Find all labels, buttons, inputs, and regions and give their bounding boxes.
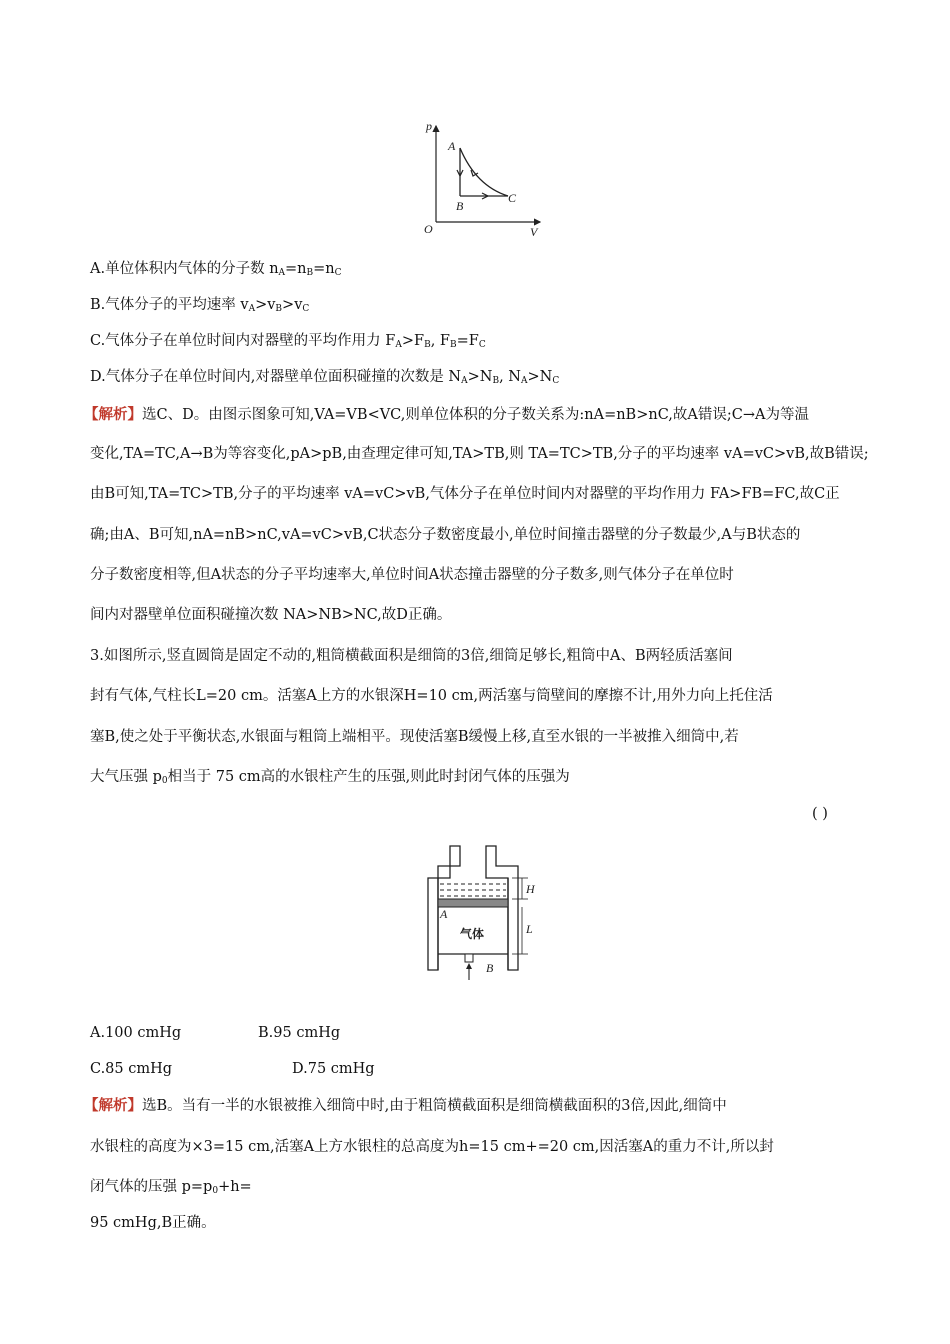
origin-label: O xyxy=(424,222,433,236)
q2-option-b: B.气体分子的平均速率 $v_A>v_B>v_C$ xyxy=(90,297,310,314)
q3-option-a: A.100 cmHg xyxy=(90,1025,182,1041)
pv-diagram xyxy=(418,118,548,240)
push-arrow-head xyxy=(466,963,472,969)
q3-analysis-line-1: 【解析】选B。当有一半的水银被推入细筒中时,由于粗筒横截面积是细筒横截面积的3倍,因此,细筒中 xyxy=(84,1098,727,1114)
q3-line-2: 封有气体,气柱长L=20 cm。活塞A上方的水银深H=10 cm,两活塞与筒壁间的摩擦不计,用外力向上托住活 xyxy=(90,688,773,704)
label-h: H xyxy=(526,882,535,896)
q3-line-3: 塞B,使之处于平衡状态,水银面与粗筒上端相平。现使活塞B缓慢上移,直至水银的一半被推入细筒中,若 xyxy=(90,729,739,745)
outer-wall-right xyxy=(486,846,518,970)
piston-b-rod xyxy=(465,954,473,962)
q3-analysis-line-2: 水银柱的高度为×3=15 cm,活塞A上方水银柱的总高度为h=15 cm+=20 cm,因活塞A的重力不计,所以封 xyxy=(90,1139,774,1155)
q2-option-a: A.单位体积内气体的分子数 $n_A=n_B=n_C$ xyxy=(90,261,342,278)
q3-analysis-line-3: 闭气体的压强 $p=p_0+h=$ xyxy=(90,1179,252,1196)
q3-option-b: B.95 cmHg xyxy=(258,1025,341,1041)
q3-option-c: C.85 cmHg xyxy=(90,1061,173,1077)
q3-option-d: D.75 cmHg xyxy=(292,1061,375,1077)
answer-bracket: ( ) xyxy=(812,806,828,822)
q3-analysis-line-4: 95 cmHg,B正确。 xyxy=(90,1215,216,1231)
q2-analysis-line-1: 【解析】选C、D。由图示图象可知,VA=VB<VC,则单位体积的分子数关系为:nA=nB>nC,故A错误;C→A为等温 xyxy=(84,407,809,423)
q2-analysis-line-6: 间内对器壁单位面积碰撞次数 NA>NB>NC,故D正确。 xyxy=(90,607,452,623)
q2-analysis-line-3: 由B可知,TA=TC>TB,分子的平均速率 vA=vC>vB,气体分子在单位时间内对器壁的平均作用力 FA>FB=FC,故C正 xyxy=(90,486,840,502)
point-a-label: A xyxy=(448,139,456,153)
q2-analysis-line-4: 确;由A、B可知,nA=nB>nC,vA=vC>vB,C状态分子数密度最小,单位时间撞击器壁的分子数最少,A与B状态的 xyxy=(90,527,801,543)
label-l: L xyxy=(526,922,533,936)
cylinder-diagram xyxy=(420,842,550,982)
q2-analysis-line-5: 分子数密度相等,但A状态的分子平均速率大,单位时间A状态撞击器壁的分子数多,则气体分子在单位时 xyxy=(90,567,734,583)
q2-option-d: D.气体分子在单位时间内,对器壁单位面积碰撞的次数是 $N_A>N_B$, $N_A>N_C$ xyxy=(90,369,560,386)
label-b: B xyxy=(486,961,494,975)
label-gas: 气体 xyxy=(460,927,485,941)
point-c-label: C xyxy=(508,191,517,205)
label-a: A xyxy=(440,907,448,921)
q2-analysis-line-2: 变化,TA=TC,A→B为等容变化,pA>pB,由查理定律可知,TA>TB,则 TA=TC>TB,分子的平均速率 vA=vC>vB,故B错误; xyxy=(90,446,869,462)
process-c-a xyxy=(460,148,508,196)
analysis-tag: 【解析】 xyxy=(84,1098,142,1114)
q3-line-4: 大气压强 $p_0$相当于 75 cm高的水银柱产生的压强,则此时封闭气体的压强为 xyxy=(90,769,570,786)
axis-v-label: V xyxy=(530,225,538,239)
q2-option-c: C.气体分子在单位时间内对器壁的平均作用力 $F_A>F_B$, $F_B=F_C$ xyxy=(90,333,486,350)
axis-p-label: p xyxy=(426,119,432,133)
point-b-label: B xyxy=(456,199,464,213)
q3-line-1: 3.如图所示,竖直圆筒是固定不动的,粗筒横截面积是细筒的3倍,细筒足够长,粗筒中A、B两轻质活塞间 xyxy=(90,648,733,664)
analysis-tag: 【解析】 xyxy=(84,407,142,423)
piston-a xyxy=(438,899,508,907)
